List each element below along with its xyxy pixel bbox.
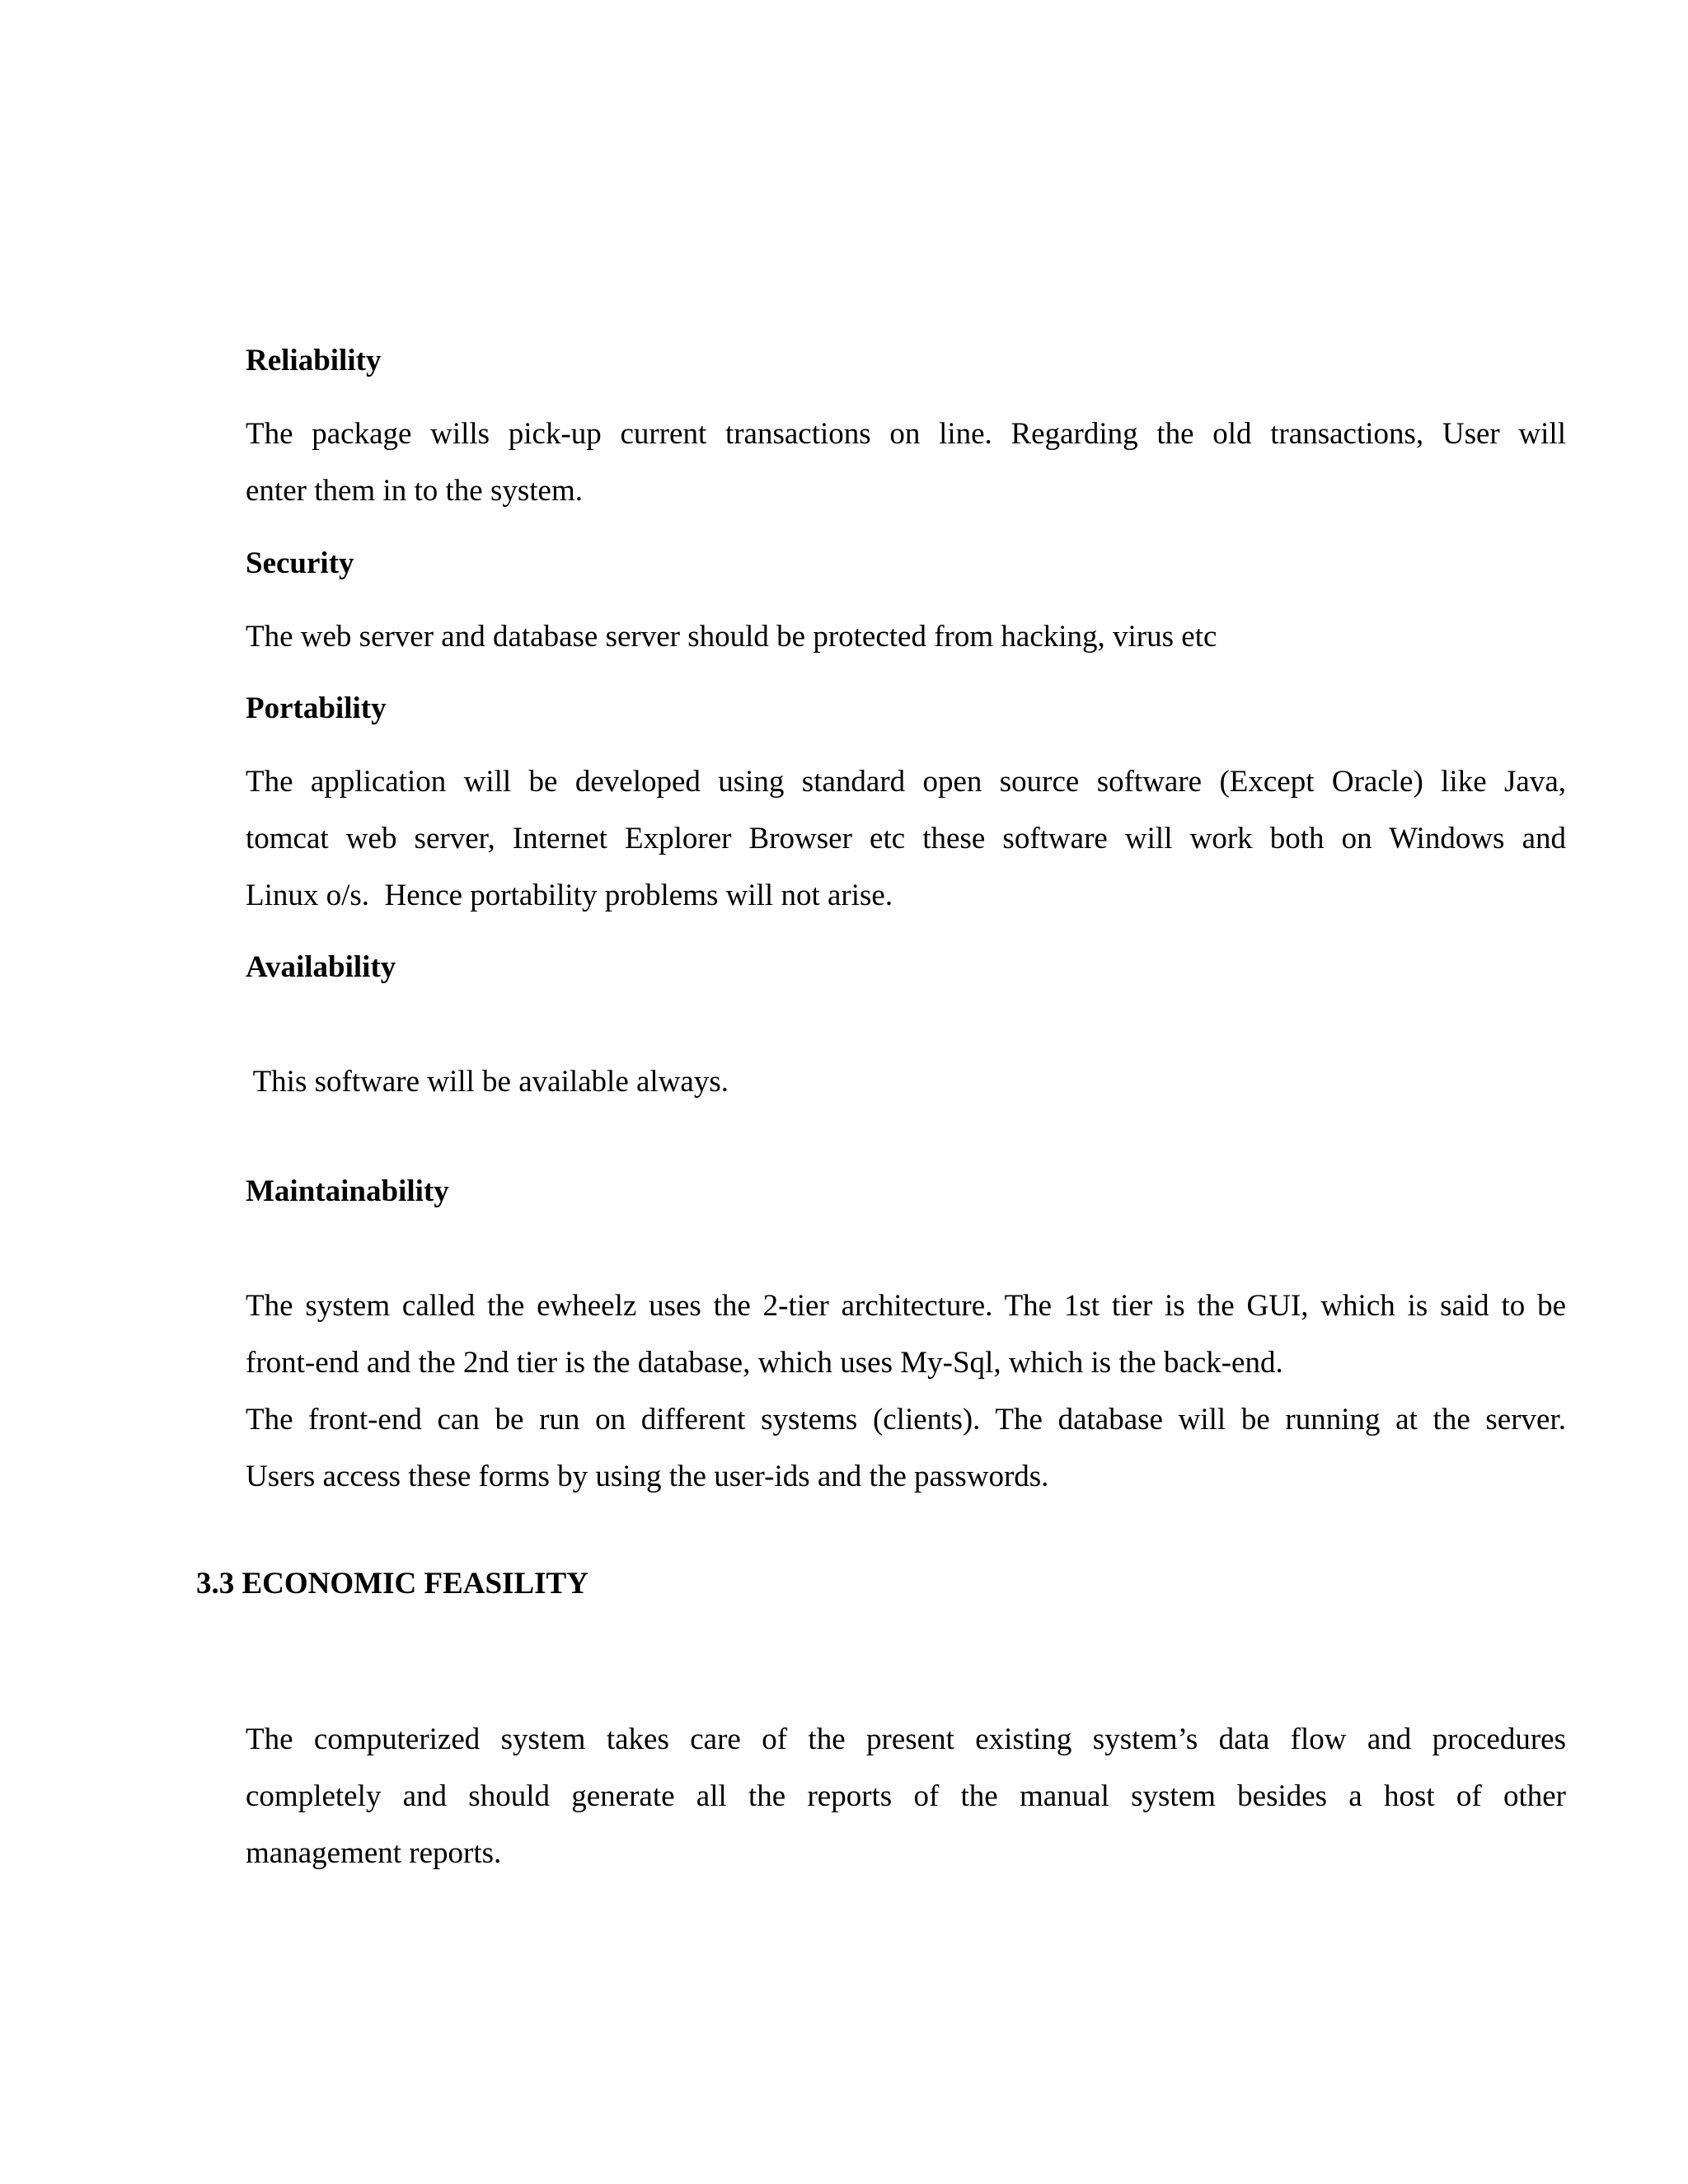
text-line: This software will be available always. <box>246 1065 729 1099</box>
text-line: The application will be developed using standard open source software (Except Oracle) like Java, <box>246 765 1566 799</box>
text-line: The system called the ewheelz uses the 2-tier architecture. The 1st tier is the GUI, which is said to be <box>246 1289 1566 1323</box>
heading-availability: Availability <box>246 950 396 984</box>
paragraph-maintainability <box>246 1277 1566 1505</box>
heading-reliability: Reliability <box>246 344 382 377</box>
text-line: The package wills pick-up current transactions on line. Regarding the old transactions, User will <box>246 417 1566 451</box>
text-line: completely and should generate all the reports of the manual system besides a host of other <box>246 1779 1566 1813</box>
paragraph-portability <box>246 753 1566 924</box>
text-line: Users access these forms by using the user-ids and the passwords. <box>246 1460 1049 1493</box>
text-line: The computerized system takes care of the present existing system’s data flow and procedures <box>246 1722 1566 1756</box>
text-line: enter them in to the system. <box>246 474 583 508</box>
heading-maintainability: Maintainability <box>246 1174 449 1208</box>
text-line: front-end and the 2nd tier is the database, which uses My-Sql, which is the back-end. <box>246 1346 1283 1380</box>
paragraph-availability <box>246 1053 1566 1110</box>
section-title-economic-feasibility: 3.3 ECONOMIC FEASILITY <box>196 1567 588 1601</box>
paragraph-reliability <box>246 405 1566 519</box>
text-line: tomcat web server, Internet Explorer Browser etc these software will work both on Windows and <box>246 822 1566 855</box>
text-line: management reports. <box>246 1836 502 1870</box>
heading-portability: Portability <box>246 691 387 725</box>
text-line: Linux o/s. Hence portability problems will not arise. <box>246 879 893 912</box>
heading-security: Security <box>246 546 354 580</box>
text-line: The front-end can be run on different systems (clients). The database will be running at the server. <box>246 1403 1566 1436</box>
text-line: The web server and database server should be protected from hacking, virus etc <box>246 620 1217 654</box>
paragraph-economic-feasibility <box>246 1711 1566 1882</box>
paragraph-security <box>246 608 1566 665</box>
